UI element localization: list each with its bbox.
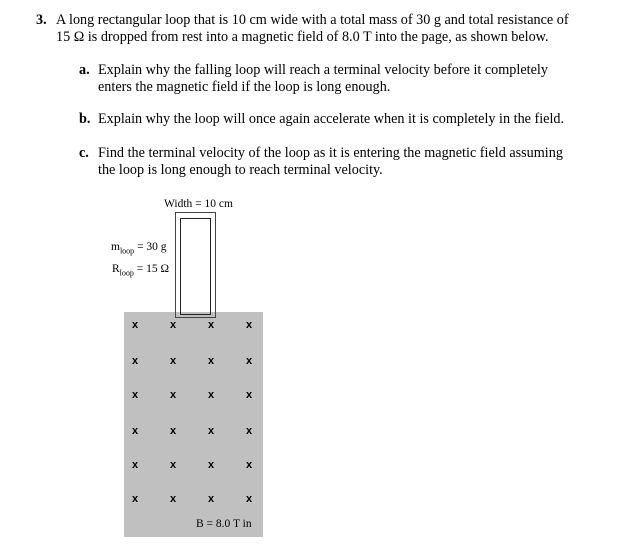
part-a-label: a. (79, 62, 90, 78)
field-into-page-mark: x (245, 389, 253, 401)
field-into-page-mark: x (169, 319, 177, 331)
field-into-page-mark: x (245, 319, 253, 331)
problem-line: A long rectangular loop that is 10 cm wide with a total mass of 30 g and total resistance of (56, 12, 569, 28)
problem-text (56, 12, 569, 46)
field-into-page-mark: x (131, 389, 139, 401)
part-a-text (98, 62, 548, 96)
field-into-page-mark: x (207, 355, 215, 367)
field-into-page-mark: x (131, 459, 139, 471)
part-b-text: Explain why the loop will once again accelerate when it is completely in the field. (98, 111, 565, 127)
field-into-page-mark: x (207, 319, 215, 331)
resistance-subscript: loop (119, 268, 134, 278)
field-into-page-mark: x (169, 389, 177, 401)
field-into-page-mark: x (131, 355, 139, 367)
part-b-label: b. (79, 111, 91, 127)
part-line: the loop is long enough to reach terminal velocity. (98, 162, 383, 178)
field-into-page-mark: x (207, 425, 215, 437)
field-label: B = 8.0 T in (196, 518, 252, 530)
field-into-page-mark: x (169, 459, 177, 471)
field-into-page-mark: x (245, 425, 253, 437)
width-label: Width = 10 cm (164, 198, 233, 210)
field-into-page-mark: x (131, 319, 139, 331)
mass-symbol: m (111, 241, 120, 253)
field-into-page-mark: x (245, 493, 253, 505)
problem-line: 15 Ω is dropped from rest into a magnetic field of 8.0 T into the page, as shown below. (56, 29, 549, 45)
field-into-page-mark: x (169, 493, 177, 505)
field-into-page-mark: x (207, 459, 215, 471)
field-into-page-mark: x (169, 355, 177, 367)
field-into-page-mark: x (207, 389, 215, 401)
part-c-label: c. (79, 145, 89, 161)
resistance-value: = 15 Ω (133, 263, 170, 275)
loop-inner (180, 218, 211, 315)
part-line: Find the terminal velocity of the loop as it is entering the magnetic field assuming (98, 145, 563, 161)
part-line: Explain why the falling loop will reach a terminal velocity before it completely (98, 62, 548, 78)
mass-value: = 30 g (134, 241, 167, 253)
field-into-page-mark: x (131, 493, 139, 505)
problem-number: 3. (36, 12, 47, 28)
field-into-page-mark: x (131, 425, 139, 437)
mass-subscript: loop (119, 246, 135, 256)
mass-label (111, 241, 167, 255)
resistance-label (112, 263, 169, 277)
field-into-page-mark: x (207, 493, 215, 505)
field-into-page-mark: x (245, 355, 253, 367)
field-into-page-mark: x (245, 459, 253, 471)
resistance-symbol: R (112, 263, 120, 275)
field-into-page-mark: x (169, 425, 177, 437)
part-line: enters the magnetic field if the loop is long enough. (98, 79, 391, 95)
part-c-text (98, 145, 563, 179)
